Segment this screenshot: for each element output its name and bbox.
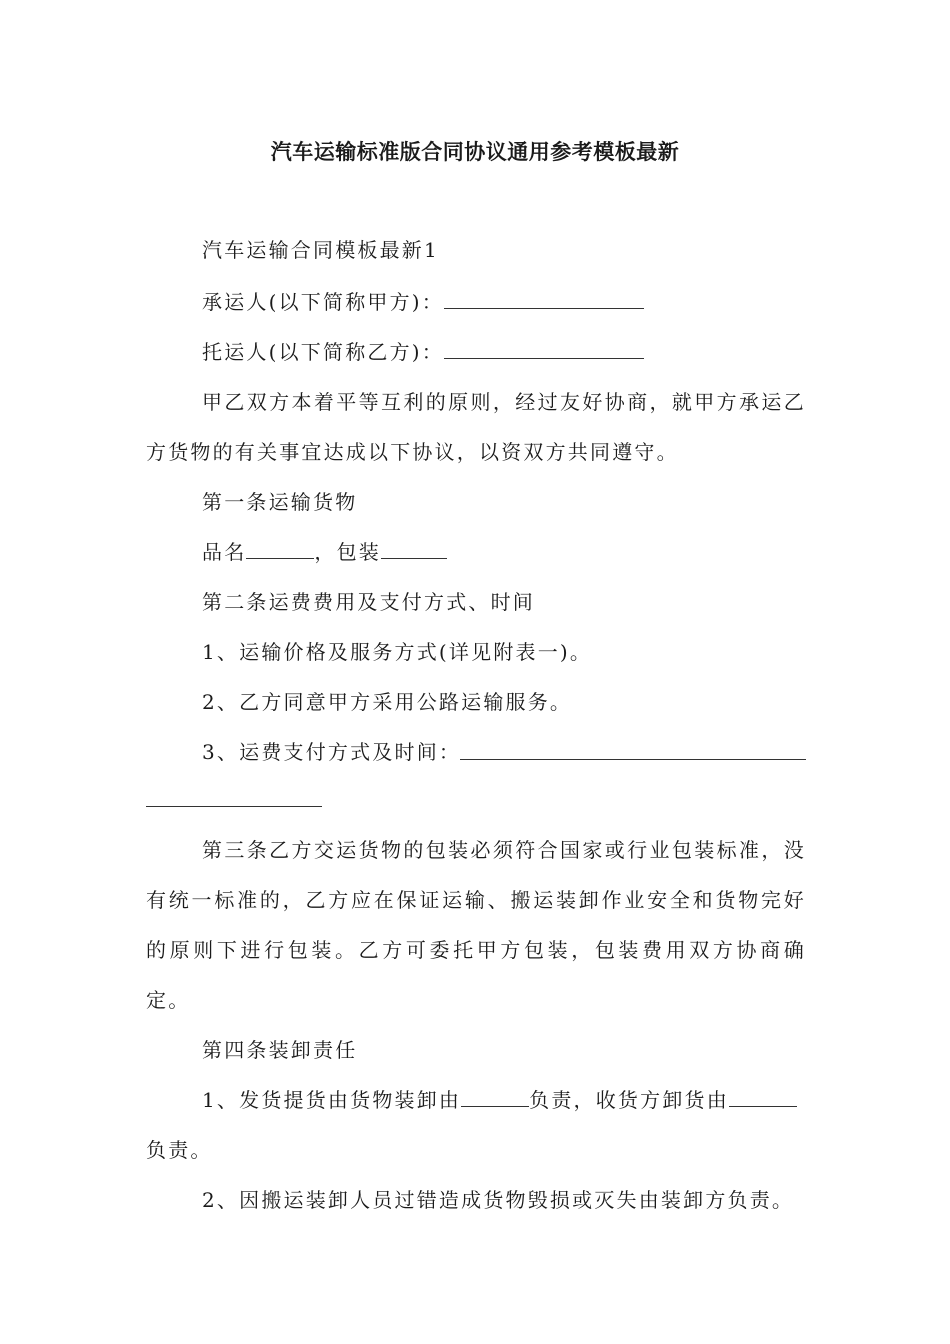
carrier-blank <box>444 286 644 309</box>
packing-label: ，包装 <box>314 540 382 564</box>
loading-label: 1、发货提货由货物装卸由 <box>202 1088 462 1112</box>
article-4-item-1-cont: 负责。 <box>146 1138 213 1162</box>
article-2-item-1: 1、运输价格及服务方式(详见附表一)。 <box>202 640 593 664</box>
packing-blank <box>381 536 447 559</box>
article-4-item-1 <box>202 1082 806 1118</box>
carrier-label: 承运人(以下简称甲方)： <box>202 290 445 314</box>
goods-name-label: 品名 <box>202 540 247 564</box>
article-2-heading: 第二条运费费用及支付方式、时间 <box>202 590 535 614</box>
article-4-heading: 第四条装卸责任 <box>202 1038 358 1062</box>
article-3-line-3: 的原则下进行包装。乙方可委托甲方包装，包装费用双方协商确 <box>146 938 806 962</box>
contract-subtitle: 汽车运输合同模板最新1 <box>202 238 439 262</box>
goods-name-blank <box>246 536 314 559</box>
article-3-line-4: 定。 <box>146 988 191 1012</box>
unloading-blank <box>729 1084 797 1107</box>
loading-blank <box>461 1084 529 1107</box>
shipper-line <box>202 334 806 370</box>
document-title: 汽车运输标准版合同协议通用参考模板最新 <box>270 140 680 164</box>
goods-line <box>202 534 806 570</box>
payment-label: 3、运费支付方式及时间： <box>202 740 462 764</box>
article-2-item-3 <box>202 734 806 770</box>
payment-blank-line-1 <box>460 759 806 760</box>
unloading-label: 负责，收货方卸货由 <box>529 1088 729 1112</box>
shipper-blank <box>444 336 644 359</box>
preamble-line-2: 方货物的有关事宜达成以下协议，以资双方共同遵守。 <box>146 440 679 464</box>
carrier-line <box>202 284 806 320</box>
article-3-line-1: 第三条乙方交运货物的包装必须符合国家或行业包装标准，没 <box>202 838 806 862</box>
article-4-item-2: 2、因搬运装卸人员过错造成货物毁损或灭失由装卸方负责。 <box>202 1188 795 1212</box>
payment-blank-line-2 <box>146 806 322 807</box>
shipper-label: 托运人(以下简称乙方)： <box>202 340 445 364</box>
preamble-line-1: 甲乙双方本着平等互利的原则，经过友好协商，就甲方承运乙 <box>202 390 806 414</box>
article-2-item-2: 2、乙方同意甲方采用公路运输服务。 <box>202 690 573 714</box>
article-3-line-2: 有统一标准的，乙方应在保证运输、搬运装卸作业安全和货物完好 <box>146 888 806 912</box>
article-1-heading: 第一条运输货物 <box>202 490 358 514</box>
